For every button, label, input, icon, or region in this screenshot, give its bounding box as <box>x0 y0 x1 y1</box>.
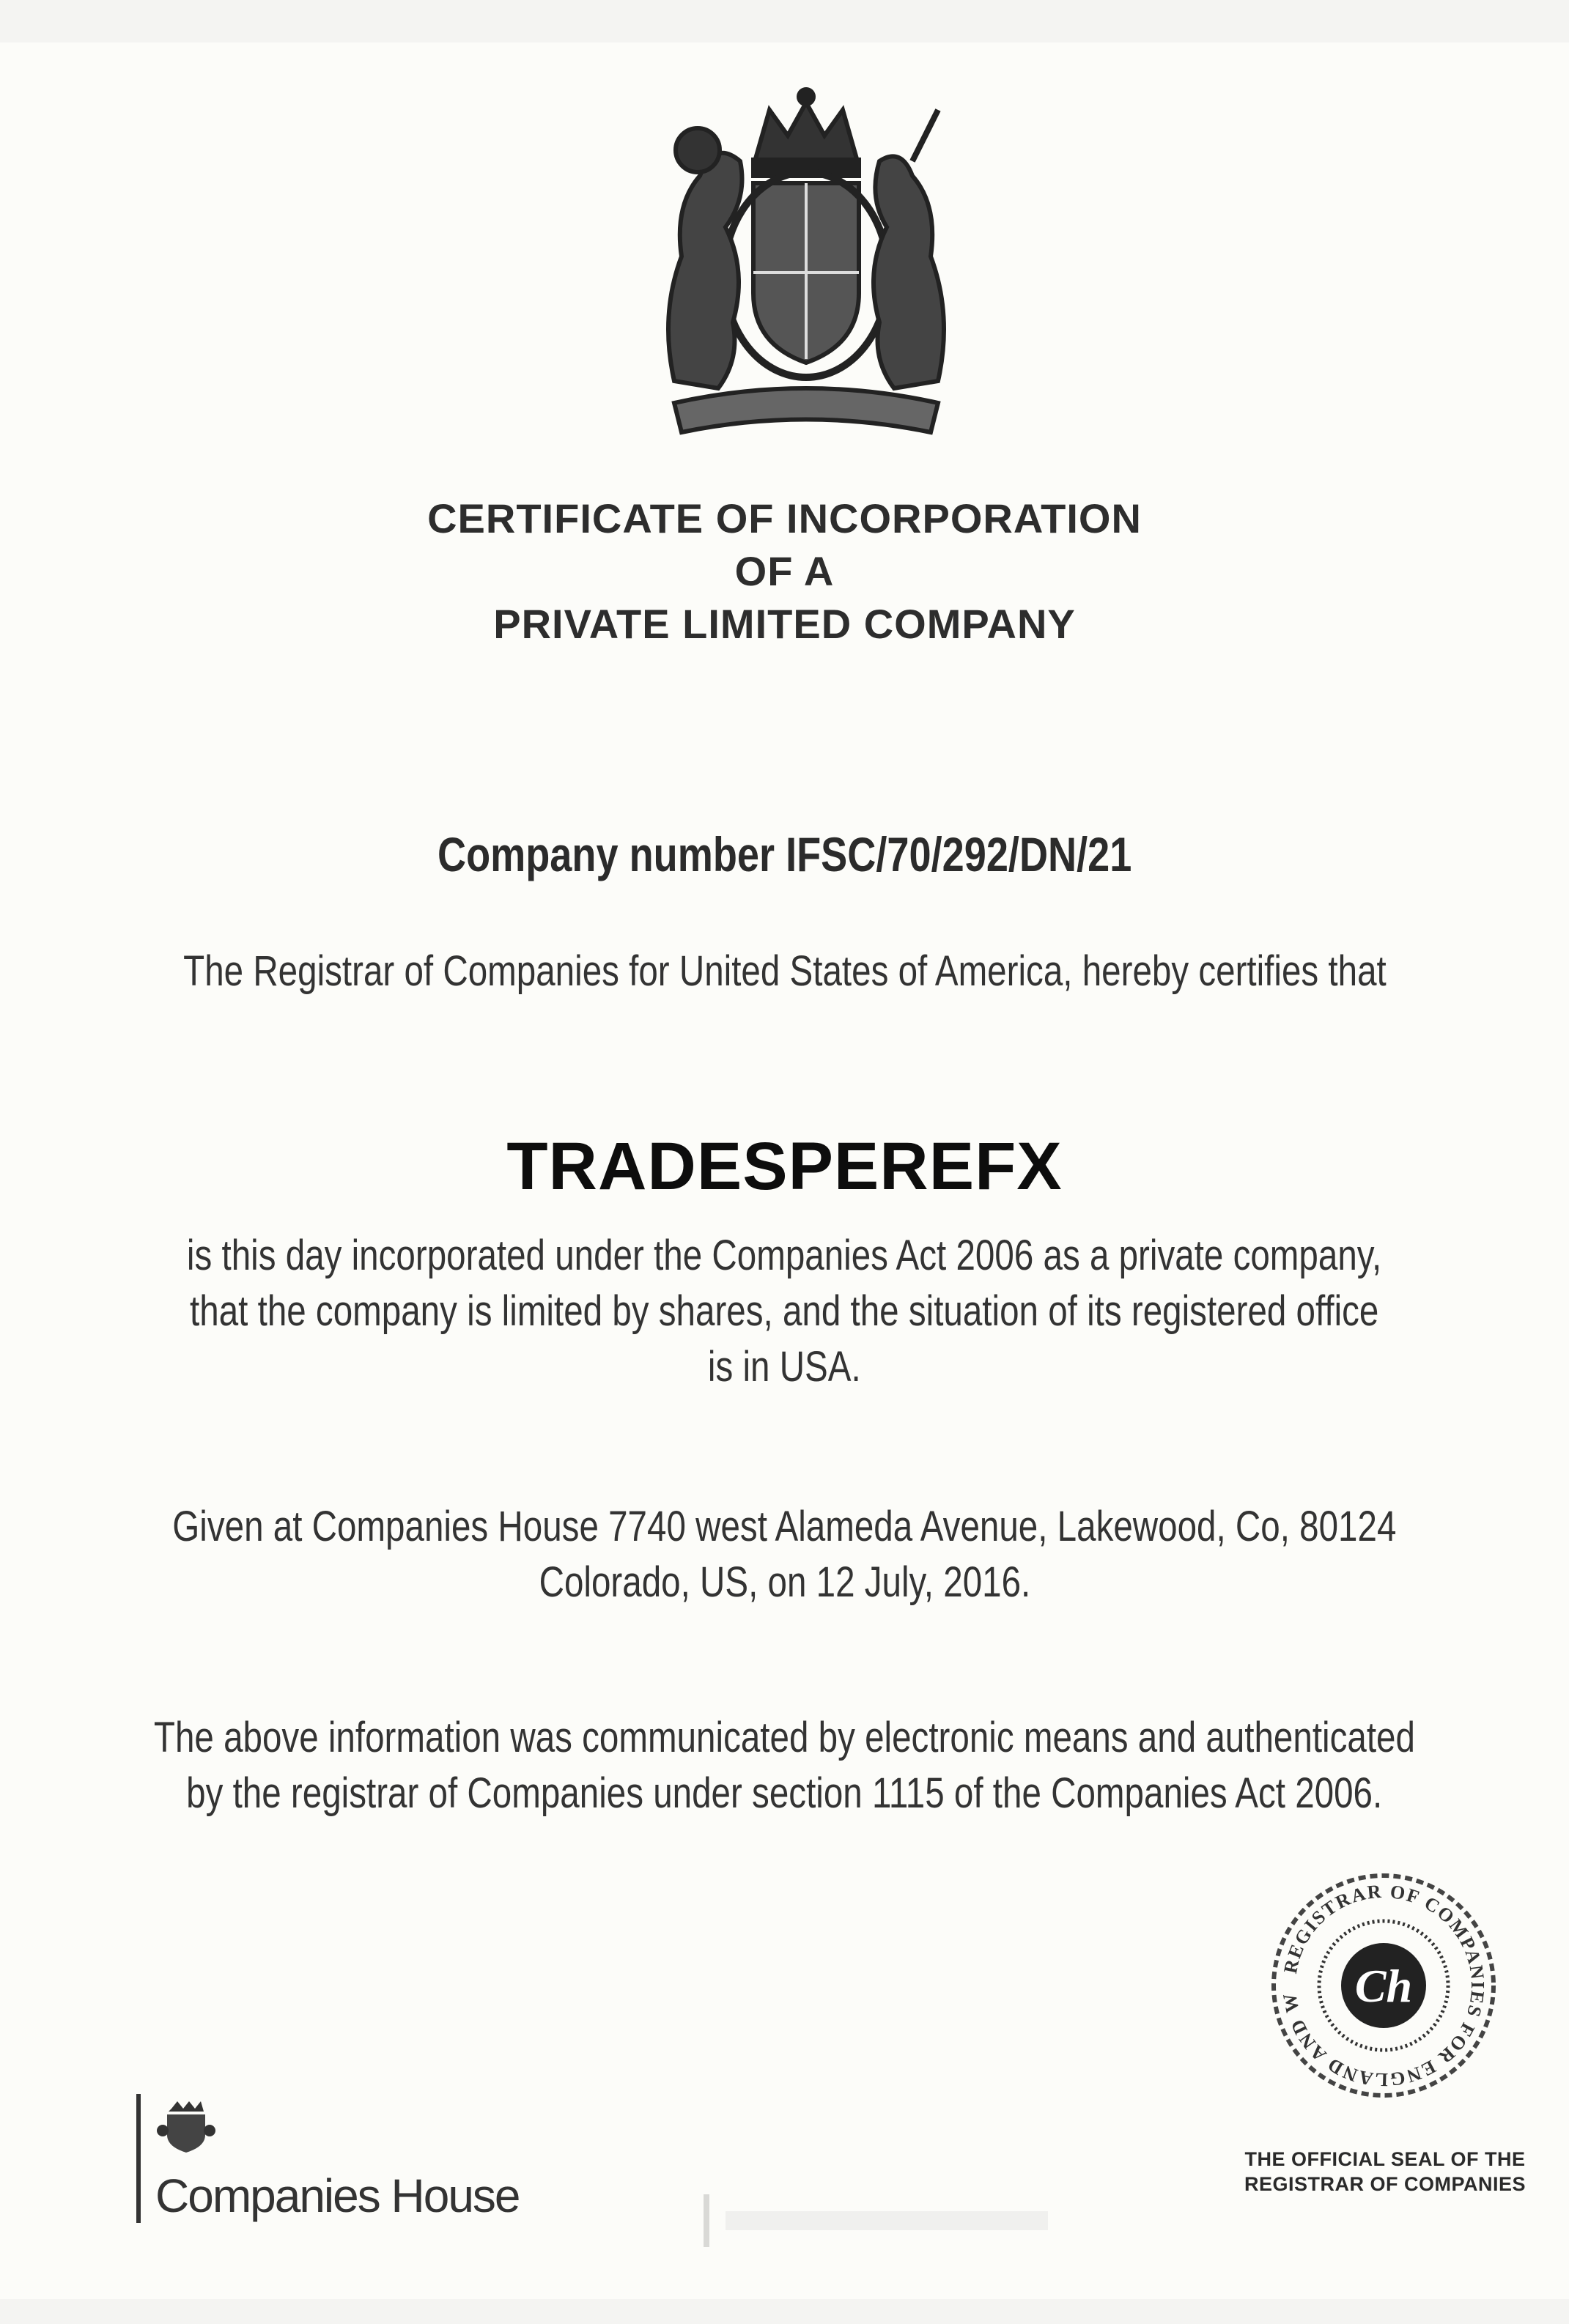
logo-divider <box>136 2094 141 2223</box>
royal-coat-of-arms-icon <box>630 81 982 447</box>
certificate-title-line2: OF A <box>734 548 835 594</box>
seal-caption <box>1217 2147 1554 2197</box>
incorporation-line2: that the company is limited by shares, and the situation of its registered office <box>190 1287 1379 1335</box>
given-at-line1: Given at Companies House 7740 west Alameda Avenue, Lakewood, Co, 80124 <box>172 1503 1397 1550</box>
given-at-line2: Colorado, US, on 12 July, 2016. <box>539 1558 1030 1606</box>
certificate-title-line3: PRIVATE LIMITED COMPANY <box>493 601 1076 647</box>
scan-artifact <box>704 2194 709 2247</box>
companies-house-logo-text: Companies House <box>155 2169 520 2222</box>
seal-ring-text: REGISTRAR OF COMPANIES FOR ENGLAND AND W <box>1279 1880 1489 2091</box>
authentication-line2: by the registrar of Companies under section 1115 of the Companies Act 2006. <box>186 1769 1383 1817</box>
seal-caption-line2: REGISTRAR OF COMPANIES <box>1244 2173 1526 2195</box>
bottom-margin <box>0 2299 1569 2324</box>
company-number: Company number IFSC/70/292/DN/21 <box>437 827 1132 881</box>
registrar-statement: The Registrar of Companies for United States of America, hereby certifies that <box>182 947 1387 995</box>
seal-monogram: Ch <box>1354 1960 1413 2012</box>
company-name: TRADESPEREFX <box>506 1129 1063 1204</box>
incorporation-line3: is in USA. <box>708 1343 861 1391</box>
authentication-line1: The above information was communicated by electronic means and authenticated <box>153 1714 1416 1761</box>
scan-artifact <box>726 2211 1048 2230</box>
seal-caption-line1: THE OFFICIAL SEAL OF THE <box>1244 2148 1526 2170</box>
registrar-seal-icon <box>1259 1846 1508 2125</box>
companies-house-crest-icon <box>157 2101 215 2154</box>
incorporation-line1: is this day incorporated under the Companies Act 2006 as a private company, <box>187 1232 1382 1279</box>
certificate-title-line1: CERTIFICATE OF INCORPORATION <box>427 495 1142 541</box>
